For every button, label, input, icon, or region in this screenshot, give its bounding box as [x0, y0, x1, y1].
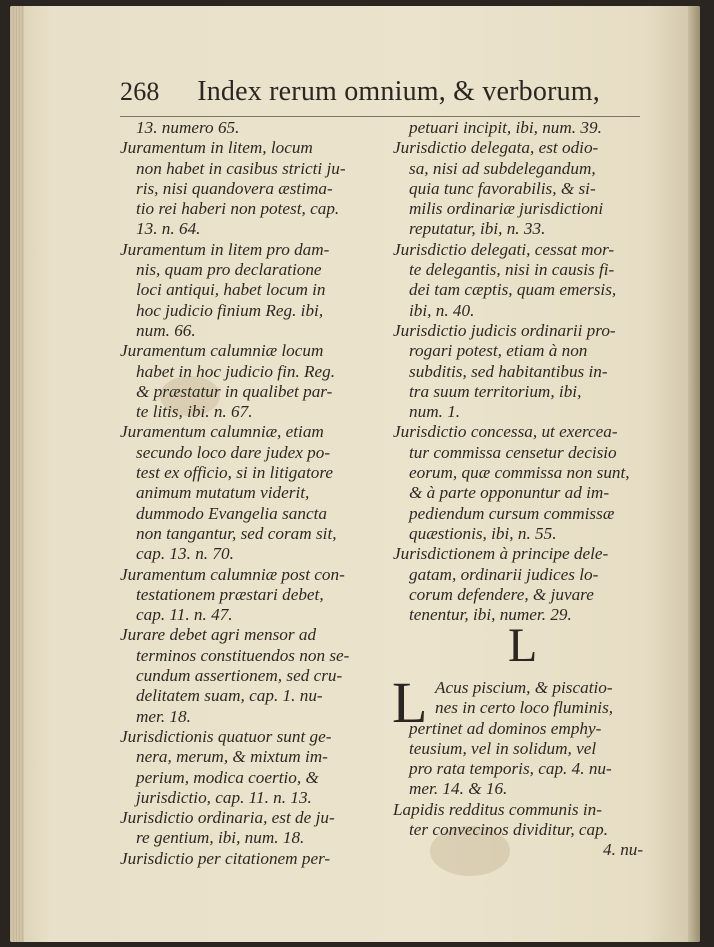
index-line: delitatem suam, cap. 1. nu-: [136, 686, 323, 706]
index-line: & præstatur in qualibet par-: [136, 381, 333, 401]
book-page: [10, 6, 700, 942]
index-line: nera, merum, & mixtum im-: [136, 747, 328, 767]
index-line: cundum assertionem, sed cru-: [136, 666, 343, 686]
index-line: pediendum cursum commissæ: [409, 503, 615, 523]
index-line: quæstionis, ibi, n. 55.: [409, 523, 557, 543]
index-line: terminos constituendos non se-: [136, 645, 350, 665]
index-line: corum defendere, & juvare: [409, 584, 594, 604]
index-line: non habet in casibus stricti ju-: [136, 158, 346, 178]
page-header: [120, 76, 640, 117]
index-line: ris, nisi quandovera æstima-: [136, 178, 333, 198]
index-line: teusium, vel in solidum, vel: [409, 738, 597, 758]
index-column-left: [120, 118, 396, 869]
index-line: tenentur, ibi, numer. 29.: [409, 605, 572, 625]
index-line: testationem præstari debet,: [136, 584, 324, 604]
index-column-right: [393, 118, 651, 625]
index-line: 13. numero 65.: [136, 118, 240, 137]
index-line: petuari incipit, ibi, num. 39.: [409, 118, 602, 137]
index-line: loci antiqui, habet locum in: [136, 280, 326, 300]
index-line: pro rata temporis, cap. 4. nu-: [409, 759, 612, 779]
index-line: num. 1.: [409, 402, 461, 422]
index-line: Jurisdictio delegati, cessat mor-: [393, 239, 615, 259]
index-line: Jurisdictio judicis ordinarii pro-: [393, 320, 616, 340]
index-line: milis ordinariæ jurisdictioni: [409, 199, 604, 219]
index-line: cap. 11. n. 47.: [136, 605, 233, 625]
index-line: Juramentum calumniæ locum: [120, 341, 324, 361]
index-line: re gentium, ibi, num. 18.: [136, 828, 305, 848]
index-line: Juramentum calumniæ, etiam: [120, 422, 324, 442]
index-line: dei tam cæptis, quam emersis,: [409, 280, 617, 300]
index-line: secundo loco dare judex po-: [136, 442, 331, 462]
index-line: & à parte opponuntur ad im-: [409, 483, 610, 503]
index-line: Juramentum calumniæ post con-: [120, 564, 345, 584]
index-line: quia tunc favorabilis, & si-: [409, 178, 596, 198]
index-line: Juramentum in litem pro dam-: [120, 239, 330, 259]
index-line: Jurisdictio per citationem per-: [120, 848, 331, 868]
index-line: te litis, ibi. n. 67.: [136, 402, 253, 422]
index-line: Acus piscium, & piscatio-: [435, 678, 613, 697]
index-line: mer. 14. & 16.: [409, 779, 508, 799]
index-line: nis, quam pro declaratione: [136, 260, 322, 280]
index-line: mer. 18.: [136, 706, 191, 726]
index-line: te delegantis, nisi in causis fi-: [409, 260, 615, 280]
index-line: subditis, sed habitantibus in-: [409, 361, 608, 381]
index-line: non tangantur, sed coram sit,: [136, 523, 337, 543]
index-line: Juramentum in litem, locum: [120, 138, 313, 158]
index-line: Lapidis redditus communis in-: [393, 799, 602, 819]
index-line: Jurisdictio ordinaria, est de ju-: [120, 808, 335, 828]
index-line: nes in certo loco fluminis,: [435, 698, 614, 718]
section-l-entries: [393, 678, 651, 861]
index-line: dummodo Evangelia sancta: [136, 503, 327, 523]
running-title: Index rerum omnium, & verborum,: [197, 76, 600, 107]
index-line: tio rei haberi non potest, cap.: [136, 199, 340, 219]
index-line: reputatur, ibi, n. 33.: [409, 219, 546, 239]
catchword: 4. nu-: [603, 840, 644, 860]
page-edge-right: [688, 6, 700, 942]
index-line: cap. 13. n. 70.: [136, 544, 234, 564]
index-line: tra suum territorium, ibi,: [409, 381, 582, 401]
index-line: perium, modica coertio, &: [136, 767, 319, 787]
index-line: gatam, ordinarii judices lo-: [409, 564, 599, 584]
section-letter: L: [508, 619, 538, 672]
index-line: animum mutatum viderit,: [136, 483, 310, 503]
page-number: 268: [120, 77, 160, 106]
drop-cap: L: [392, 670, 428, 735]
page-edge-left: [10, 6, 24, 942]
index-line: Jurare debet agri mensor ad: [120, 625, 317, 645]
index-line: Jurisdictionis quatuor sunt ge-: [120, 726, 332, 746]
index-line: sa, nisi ad subdelegandum,: [409, 158, 596, 178]
index-line: Jurisdictio delegata, est odio-: [393, 138, 599, 158]
index-line: test ex officio, si in litigatore: [136, 463, 333, 483]
index-line: Jurisdictionem à principe dele-: [393, 544, 609, 564]
index-line: ter convecinos dividitur, cap.: [409, 820, 609, 840]
index-line: jurisdictio, cap. 11. n. 13.: [136, 787, 312, 807]
index-line: num. 66.: [136, 320, 196, 340]
index-line: hoc judicio finium Reg. ibi,: [136, 300, 324, 320]
index-line: eorum, quæ commissa non sunt,: [409, 463, 630, 483]
index-line: Jurisdictio concessa, ut exercea-: [393, 422, 618, 442]
index-line: pertinet ad dominos emphy-: [409, 718, 602, 738]
index-line: tur commissa censetur decisio: [409, 442, 617, 462]
index-line: ibi, n. 40.: [409, 300, 475, 320]
index-line: rogari potest, etiam à non: [409, 341, 588, 361]
index-line: habet in hoc judicio fin. Reg.: [136, 361, 336, 381]
index-line: 13. n. 64.: [136, 219, 201, 239]
